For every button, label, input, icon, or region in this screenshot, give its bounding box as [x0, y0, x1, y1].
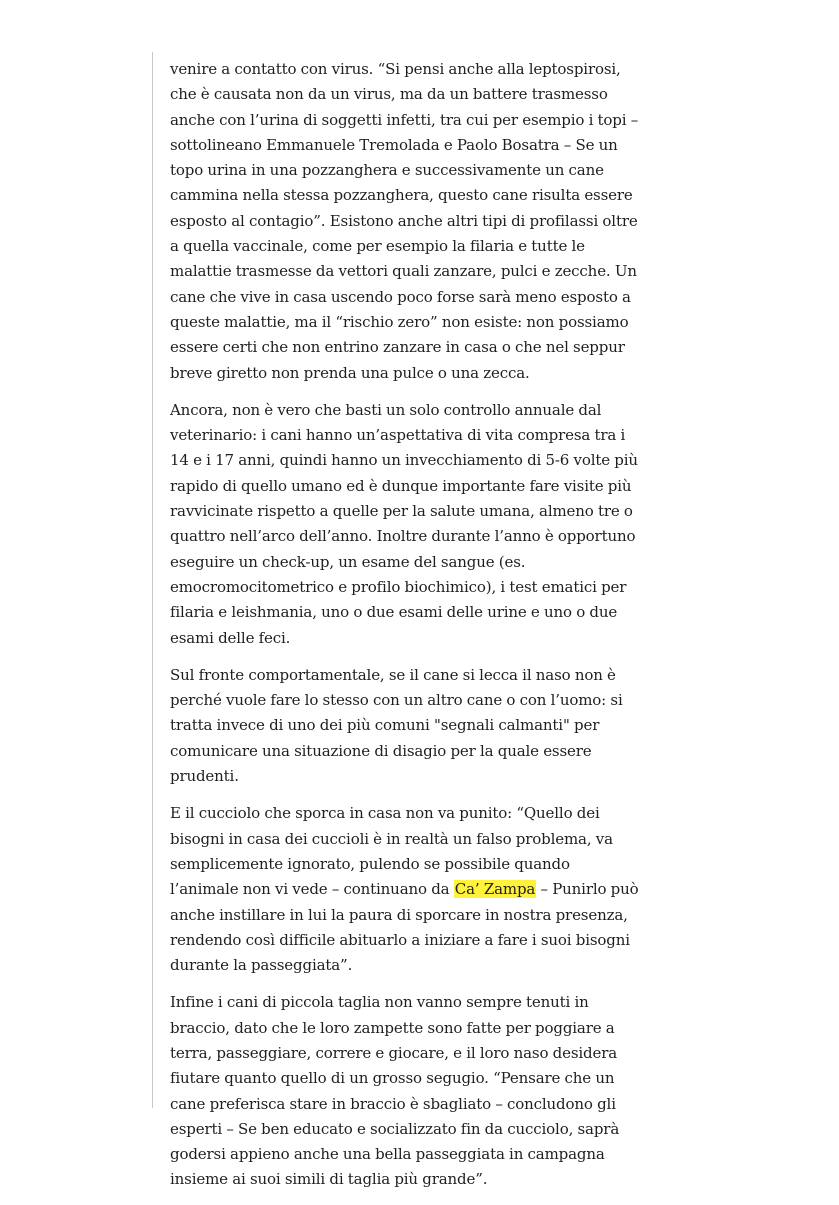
paragraph-comportamento: Sul fronte comportamentale, se il cane si lecca il naso non è perché vuole fare lo stesso con un altro cane o con l’uomo: si tratta invece di uno dei più comuni "segnali calmanti" per comunicare una situazione di disagio per la quale essere prudenti.: [170, 665, 623, 786]
highlighted-source-name: Ca’ Zampa: [454, 880, 536, 899]
paragraph-cucciolo-text-start: E il cucciolo che sporca in casa non va punito: “Quello dei bisogni in casa dei cuccioli è in realtà un falso problema, va semplicemente ignorato, pulendo se possibile quando l’animale non vi vede – continuano da: [170, 804, 613, 899]
article-body: [170, 57, 640, 1205]
left-margin-rule: [152, 52, 153, 1108]
paragraph-cucciolo-text-end: – Punirlo può anche instillare in lui la paura di sporcare in nostra presenza, rendendo così difficile abituarlo a iniziare a fare i suoi bisogni durante la passeggiata”.: [170, 880, 639, 975]
paragraph-controllo-veterinario: Ancora, non è vero che basti un solo controllo annuale dal veterinario: i cani hanno un’aspettativa di vita compresa tra i 14 e i 17 anni, quindi hanno un invecchiamento di 5-6 volte più rapido di quello umano ed è dunque importante fare visite più ravvicinate rispetto a quelle per la salute umana, almeno tre o quattro nell’arco dell’anno. Inoltre durante l’anno è opportuno eseguire un check-up, un esame del sangue (es. emocromocitometrico e profilo biochimico), i test ematici per filaria e leishmania, uno o due esami delle urine e uno o due esami delle feci.: [170, 400, 638, 647]
paragraph-piccola-taglia: Infine i cani di piccola taglia non vanno sempre tenuti in braccio, dato che le loro zampette sono fatte per poggiare a terra, passeggiare, correre e giocare, e il loro naso desidera fiutare quanto quello di un grosso segugio. “Pensare che un cane preferisca stare in braccio è sbagliato – concludono gli esperti – Se ben educato e socializzato fin da cucciolo, saprà godersi appieno anche una bella passeggiata in campagna insieme ai suoi simili di taglia più grande”.: [170, 993, 620, 1189]
paragraph-leptospirosi: venire a contatto con virus. “Si pensi anche alla leptospirosi, che è causata non da un virus, ma da un battere trasmesso anche con l’urina di soggetti infetti, tra cui per esempio i topi – sottolineano Emmanuele Tremolada e Paolo Bosatra – Se un topo urina in una pozzanghera e successivamente un cane cammina nella stessa pozzanghera, questo cane risulta essere esposto al contagio”. Esistono anche altri tipi di profilassi oltre a quella vaccinale, come per esempio la filaria e tutte le malattie trasmesse da vettori quali zanzare, pulci e zecche. Un cane che vive in casa uscendo poco forse sarà meno esposto a queste malattie, ma il “rischio zero” non esiste: non possiamo essere certi che non entrino zanzare in casa o che nel seppur breve giretto non prenda una pulce o una zecca.: [170, 60, 639, 382]
paragraph-cucciolo: [170, 801, 640, 978]
